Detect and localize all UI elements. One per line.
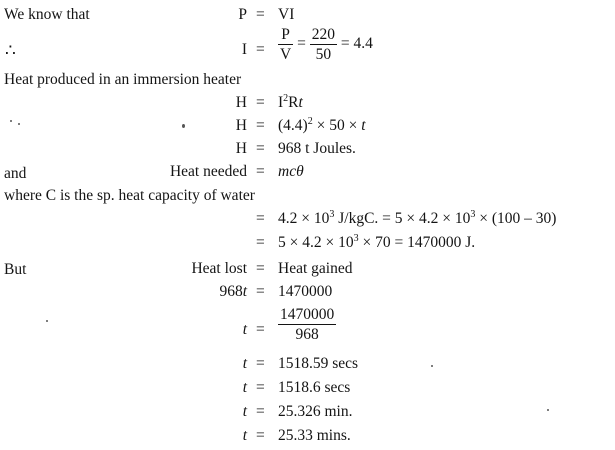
- equation-rhs: 968 t Joules.: [278, 140, 356, 157]
- equation-heat-balance: [0, 261, 615, 283]
- equation-lhs: Heat needed: [169, 163, 247, 180]
- fraction-time: $\frac{1470000}{968}$: [280, 306, 335, 343]
- equals-sign: =: [256, 234, 265, 251]
- equation-current: [0, 26, 615, 70]
- equation-heat-result: [0, 141, 615, 163]
- equation-rhs: mcθ: [278, 163, 304, 180]
- equation-rhs: 25.33 mins.: [278, 427, 351, 444]
- equation-heat-calc-1: [0, 211, 615, 233]
- equation-lhs: t: [242, 321, 247, 338]
- equals-sign: =: [256, 260, 265, 277]
- equation-rhs: $5 \times 4.2 \times 10^3 \times 70 = 1470000$ J.: [278, 233, 476, 251]
- equation-heat-needed: [0, 164, 615, 186]
- equation-rhs: [278, 27, 373, 62]
- equation-heat-calc-2: [0, 235, 615, 257]
- equals-sign: =: [297, 35, 306, 53]
- equation-968t: [0, 284, 615, 306]
- equation-lhs: P: [238, 6, 247, 23]
- equation-lhs: H: [235, 140, 247, 157]
- equals-sign: =: [256, 117, 265, 134]
- equals-sign: =: [256, 140, 265, 157]
- scan-speck: [46, 320, 48, 322]
- equals-sign: =: [256, 427, 265, 444]
- equals-sign: =: [256, 283, 265, 300]
- scan-speck: [10, 120, 12, 122]
- scan-speck: [182, 124, 185, 128]
- equation-heat-substituted: [0, 118, 615, 140]
- equation-rhs: $(4.4)^2 \times 50 \times t$: [278, 116, 366, 134]
- fraction-p-over-v: $\frac{P}{V}$: [280, 26, 292, 63]
- equals-sign: =: [256, 355, 265, 372]
- equation-lhs: I: [241, 41, 247, 58]
- therefore-symbol: ∴: [5, 41, 16, 60]
- scan-speck: [547, 409, 549, 411]
- equation-heat-formula: [0, 95, 615, 117]
- equals-sign: =: [256, 321, 265, 338]
- equation-rhs: [278, 307, 336, 342]
- where-text: where C is the sp. heat capacity of water: [4, 187, 255, 204]
- equation-lhs: H: [235, 117, 247, 134]
- heat-heading: Heat produced in an immersion heater: [4, 71, 242, 88]
- equation-rhs: 1470000: [278, 283, 333, 300]
- equation-rhs: 1518.6 secs: [278, 379, 351, 396]
- equation-lhs: t: [242, 427, 247, 444]
- scan-speck: [431, 365, 433, 367]
- equation-t-fraction: [0, 306, 615, 350]
- but-text: But: [4, 261, 27, 278]
- equation-lhs: H: [235, 94, 247, 111]
- equals-sign: =: [256, 379, 265, 396]
- equation-power: [0, 7, 615, 29]
- intro-text: We know that: [4, 6, 90, 23]
- equals-sign: =: [256, 210, 265, 227]
- equals-sign: =: [256, 94, 265, 111]
- equation-t-result-2: [0, 380, 615, 402]
- scan-speck: [18, 123, 20, 125]
- equals-sign: =: [256, 6, 265, 23]
- equation-rhs: $4.2 \times 10^3$ J/kgC. = $5 \times 4.2 \times 10^3 \times (100 - 30)$: [278, 209, 557, 227]
- equals-sign: =: [256, 163, 265, 180]
- equals-sign: =: [256, 41, 265, 58]
- equation-t-result-1: [0, 356, 615, 378]
- equation-lhs: t: [242, 379, 247, 396]
- equals-sign: =: [256, 403, 265, 420]
- fraction-220-over-50: $\frac{220}{50}$: [311, 26, 335, 63]
- equation-rhs: 1518.59 secs: [278, 355, 359, 372]
- equation-t-result-3: [0, 404, 615, 426]
- equation-rhs: 25.326 min.: [278, 403, 353, 420]
- equation-rhs: $I^2Rt$: [278, 93, 303, 111]
- and-text: and: [4, 165, 27, 182]
- equation-lhs: t: [242, 403, 247, 420]
- equation-lhs: t: [242, 355, 247, 372]
- equation-lhs: 968t: [219, 283, 247, 300]
- equation-rhs: Heat gained: [278, 260, 353, 277]
- current-result: = 4.4: [340, 35, 373, 53]
- equation-lhs: Heat lost: [191, 260, 247, 277]
- equation-rhs: VI: [278, 6, 295, 23]
